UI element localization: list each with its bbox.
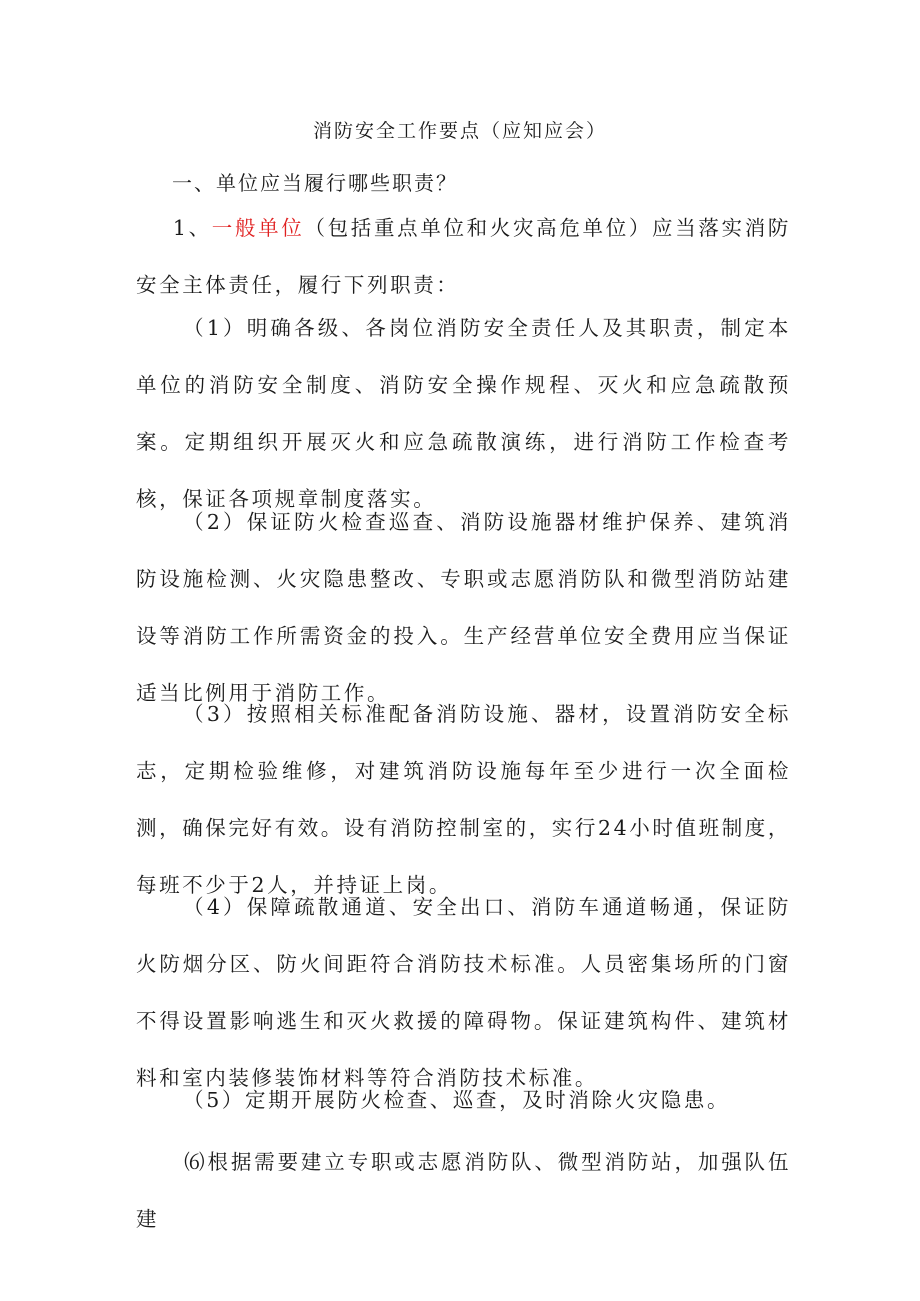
- item-1-prefix: 1、: [172, 216, 212, 240]
- document-title: 消防安全工作要点（应知应会）: [312, 120, 607, 142]
- duty-paragraph-3: （3）按照相关标准配备消防设施、器材，设置消防安全标志，定期检验维修，对建筑消防设施每年至少进行一次全面检测，确保完好有效。设有消防控制室的，实行24小时值班制度，每班不少于2人，并持证上岗。: [136, 702, 791, 897]
- item-1-highlight: 一般单位: [211, 216, 305, 240]
- section-heading: 一、单位应当履行哪些职责？: [172, 171, 458, 195]
- duty-paragraph-5: （5）定期开展防火检查、巡查，及时消除火灾隐患。: [183, 1088, 731, 1112]
- item-1-rest: （包括重点单位和火灾高危单位）应当落实消防安全主体责任，履行下列职责：: [136, 216, 791, 297]
- duty-paragraph-4: （4）保障疏散通道、安全出口、消防车通道畅通，保证防火防烟分区、防火间距符合消防技术标准。人员密集场所的门窗不得设置影响逃生和灭火救援的障碍物。保证建筑构件、建筑材料和室内装修装饰材料等符合消防技术标准。: [136, 895, 791, 1090]
- duty-paragraph-1: （1）明确各级、各岗位消防安全责任人及其职责，制定本单位的消防安全制度、消防安全操作规程、灭火和应急疏散预案。定期组织开展灭火和应急疏散演练，进行消防工作检查考核，保证各项规章制度落实。: [136, 316, 791, 511]
- duty-paragraph-6: ⑹根据需要建立专职或志愿消防队、微型消防站，加强队伍建: [136, 1150, 791, 1231]
- item-1-paragraph: [136, 200, 791, 314]
- duty-paragraph-2: （2）保证防火检查巡查、消防设施器材维护保养、建筑消防设施检测、火灾隐患整改、专职或志愿消防队和微型消防站建设等消防工作所需资金的投入。生产经营单位安全费用应当保证适当比例用于消防工作。: [136, 510, 791, 705]
